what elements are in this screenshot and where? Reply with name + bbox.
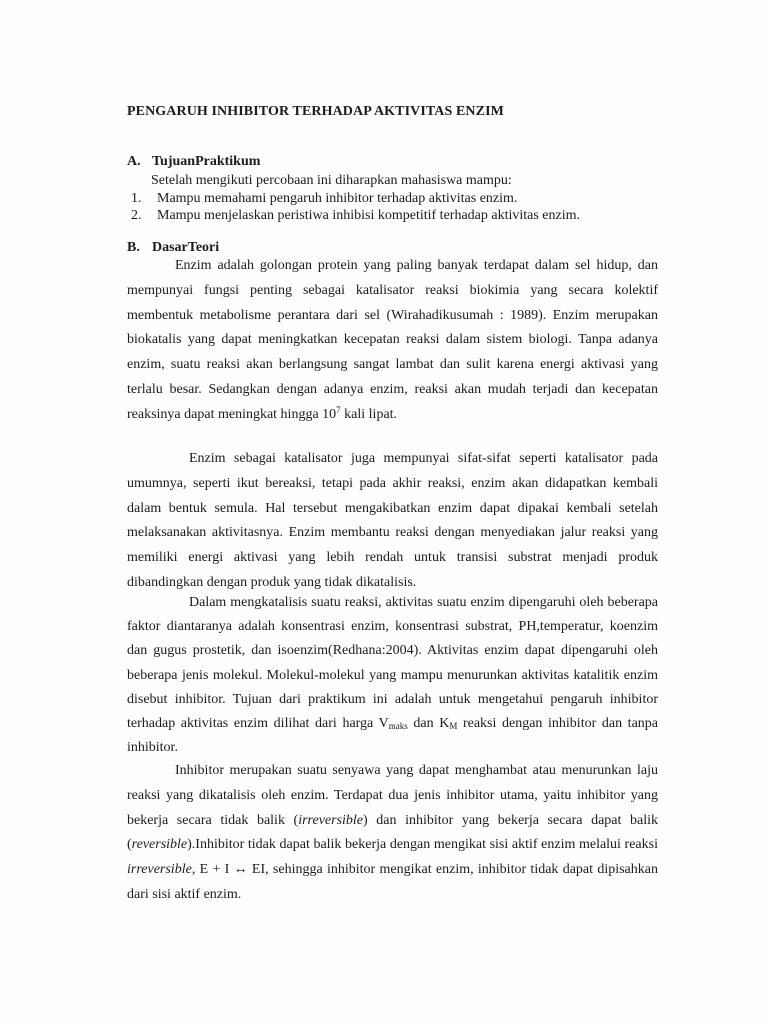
objective-item bbox=[131, 191, 517, 207]
paragraph-2: Enzim sebagai katalisator juga mempunyai sifat-sifat seperti katalisator pada umumnya, seperti ikut bereaksi, tetapi pada akhir reaksi, enzim akan didapatkan kembali dalam bentuk semula. Hal tersebut mengakibatkan enzim dapat dipakai kembali setelah melaksanakan aktivitasnya. Enzim membantu reaksi dengan menyediakan jalur reaksi yang memiliki energi aktivasi yang lebih rendah untuk transisi substrat menjadi produk dibandingkan dengan produk yang tidak dikatalisis. bbox=[127, 451, 658, 590]
section-a-letter: A. bbox=[127, 154, 141, 169]
section-a-intro: Setelah mengikuti percobaan ini diharapkan mahasiswa mampu: bbox=[151, 173, 512, 188]
objective-item bbox=[131, 208, 580, 224]
objective-number: 2. bbox=[131, 208, 142, 223]
paragraph-1: Enzim adalah golongan protein yang paling banyak terdapat dalam sel hidup, dan mempunyai fungsi penting sebagai katalisator reaksi biokimia yang secara kolektif membentuk metabolisme perantara dari sel (Wirahadikusumah : 1989). Enzim merupakan biokatalis yang dapat meningkatkan kecepatan reaksi dalam sistem biologi. Tanpa adanya enzim, suatu reaksi akan berlangsung sangat lambat dan sulit karena energi aktivasi yang terlalu besar. Sedangkan dengan adanya enzim, reaksi akan mudah terjadi dan kecepatan reaksinya dapat meningkat hingga $10^7$ kali lipat. bbox=[127, 258, 658, 422]
objective-text: Mampu memahami pengaruh inhibitor terhadap aktivitas enzim. bbox=[157, 191, 518, 206]
document-title: PENGARUH INHIBITOR TERHADAP AKTIVITAS ENZIM bbox=[127, 104, 504, 119]
paragraph-3: Dalam mengkatalisis suatu reaksi, aktivitas suatu enzim dipengaruhi oleh beberapa faktor diantaranya adalah konsentrasi enzim, konsentrasi substrat, PH,temperatur, koenzim dan gugus prostetik, dan isoenzim(Redhana:2004). Aktivitas enzim dapat dipengaruhi oleh beberapa jenis molekul. Molekul-molekul yang mampu menurunkan aktivitas katalitik enzim disebut inhibitor. Tujuan dari praktikum ini adalah untuk mengetahui pengaruh inhibitor terhadap aktivitas enzim dilihat dari harga $V_{maks}$ dan $K_M$ reaksi dengan inhibitor dan tanpa inhibitor. bbox=[127, 595, 659, 756]
paragraph-4: Inhibitor merupakan suatu senyawa yang dapat menghambat atau menurunkan laju reaksi yang dikatalisis oleh enzim. Terdapat dua jenis inhibitor utama, yaitu inhibitor yang bekerja secara tidak balik (irreversible) dan inhibitor yang bekerja secara dapat balik (reversible).Inhibitor tidak dapat balik bekerja dengan mengikat sisi aktif enzim melalui reaksi irreversible, E + I ↔ EI, sehingga inhibitor mengikat enzim, inhibitor tidak dapat dipisahkan dari sisi aktif enzim. bbox=[127, 763, 659, 902]
section-b-letter: B. bbox=[127, 240, 140, 255]
section-b-title: DasarTeori bbox=[152, 240, 220, 255]
objective-number: 1. bbox=[131, 191, 142, 206]
section-a-title: TujuanPraktikum bbox=[152, 154, 261, 169]
section-a-heading bbox=[127, 154, 260, 170]
objective-text: Mampu menjelaskan peristiwa inhibisi kompetitif terhadap aktivitas enzim. bbox=[157, 208, 581, 223]
